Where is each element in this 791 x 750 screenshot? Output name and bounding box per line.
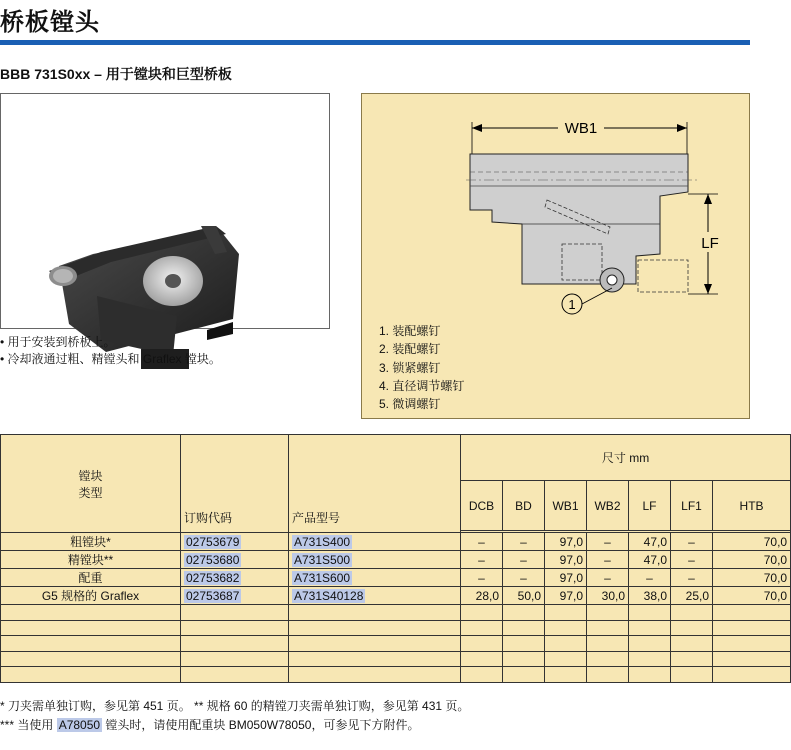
product-subtitle: BBB 731S0xx – 用于镗块和巨型桥板 <box>0 66 232 82</box>
order-code[interactable]: 02753680 <box>186 552 240 567</box>
order-code[interactable]: 02753687 <box>186 588 240 603</box>
footnotes <box>0 697 469 735</box>
feature-list <box>0 334 221 368</box>
footnote-link[interactable]: A78050 <box>58 718 101 732</box>
legend-item: 5. 微调螺钉 <box>379 397 441 412</box>
dim-header-lf1: LF1 <box>671 481 713 531</box>
table-row: 精镗块** 02753680 A731S500 – – 97,0 – 47,0 – 70,0 <box>1 551 791 569</box>
footnote-2: *** 当使用 A78050 镗头时，请使用配重块 BM050W78050，可参见下方附件。 <box>0 718 420 732</box>
dim-header-wb1: WB1 <box>545 481 587 531</box>
order-code[interactable]: 02753679 <box>186 534 240 549</box>
model-code[interactable]: A731S600 <box>294 570 351 585</box>
col-model-header: 产品型号 <box>289 435 461 533</box>
legend-item: 3. 锁紧螺钉 <box>379 360 441 375</box>
model-code[interactable]: A731S400 <box>294 534 351 549</box>
model-code[interactable]: A731S500 <box>294 552 351 567</box>
table-row-empty <box>1 605 791 621</box>
col-order-header: 订购代码 <box>181 435 289 533</box>
table-row-empty <box>1 620 791 636</box>
dim-header-dcb: DCB <box>461 481 503 531</box>
feature-item: • 用于安装到桥板上。 <box>0 335 116 349</box>
legend-item: 2. 装配螺钉 <box>379 342 441 357</box>
dims-group-header: 尺寸 mm <box>461 435 791 481</box>
order-code[interactable]: 02753682 <box>186 570 240 585</box>
table-row: 粗镗块* 02753679 A731S400 – – 97,0 – 47,0 – 70,0 <box>1 533 791 551</box>
lf-label: LF <box>701 235 719 252</box>
legend-item: 1. 装配螺钉 <box>379 324 441 338</box>
feature-item: • 冷却液通过粗、精镗头和 Graflex 镗块。 <box>0 352 221 366</box>
technical-diagram <box>361 93 750 419</box>
table-row-empty <box>1 667 791 683</box>
callout-1-label: 1 <box>568 297 576 312</box>
table-row-empty <box>1 651 791 667</box>
title-rule <box>0 40 750 45</box>
table-row: 配重 02753682 A731S600 – – 97,0 – – – 70,0 <box>1 569 791 587</box>
model-code[interactable]: A731S40128 <box>294 588 364 603</box>
table-row: G5 规格的 Graflex 02753687 A731S40128 28,0 50,0 97,0 30,0 38,0 25,0 70,0 <box>1 587 791 605</box>
dim-header-bd: BD <box>503 481 545 531</box>
col-type-header: 镗块 类型 <box>1 435 181 533</box>
dim-header-lf: LF <box>629 481 671 531</box>
product-photo <box>0 93 330 329</box>
spec-table <box>0 434 788 683</box>
parts-legend <box>379 322 464 413</box>
legend-item: 4. 直径调节螺钉 <box>379 378 465 393</box>
footnote-1: * 刀夹需单独订购，参见第 451 页。 ** 规格 60 的精镗刀夹需单独订购，参见第 431 页。 <box>0 699 470 713</box>
page-title: 桥板镗头 <box>0 8 100 36</box>
wb1-label: WB1 <box>564 120 598 137</box>
dim-header-htb: HTB <box>713 481 791 531</box>
dim-header-wb2: WB2 <box>587 481 629 531</box>
table-row-empty <box>1 636 791 652</box>
